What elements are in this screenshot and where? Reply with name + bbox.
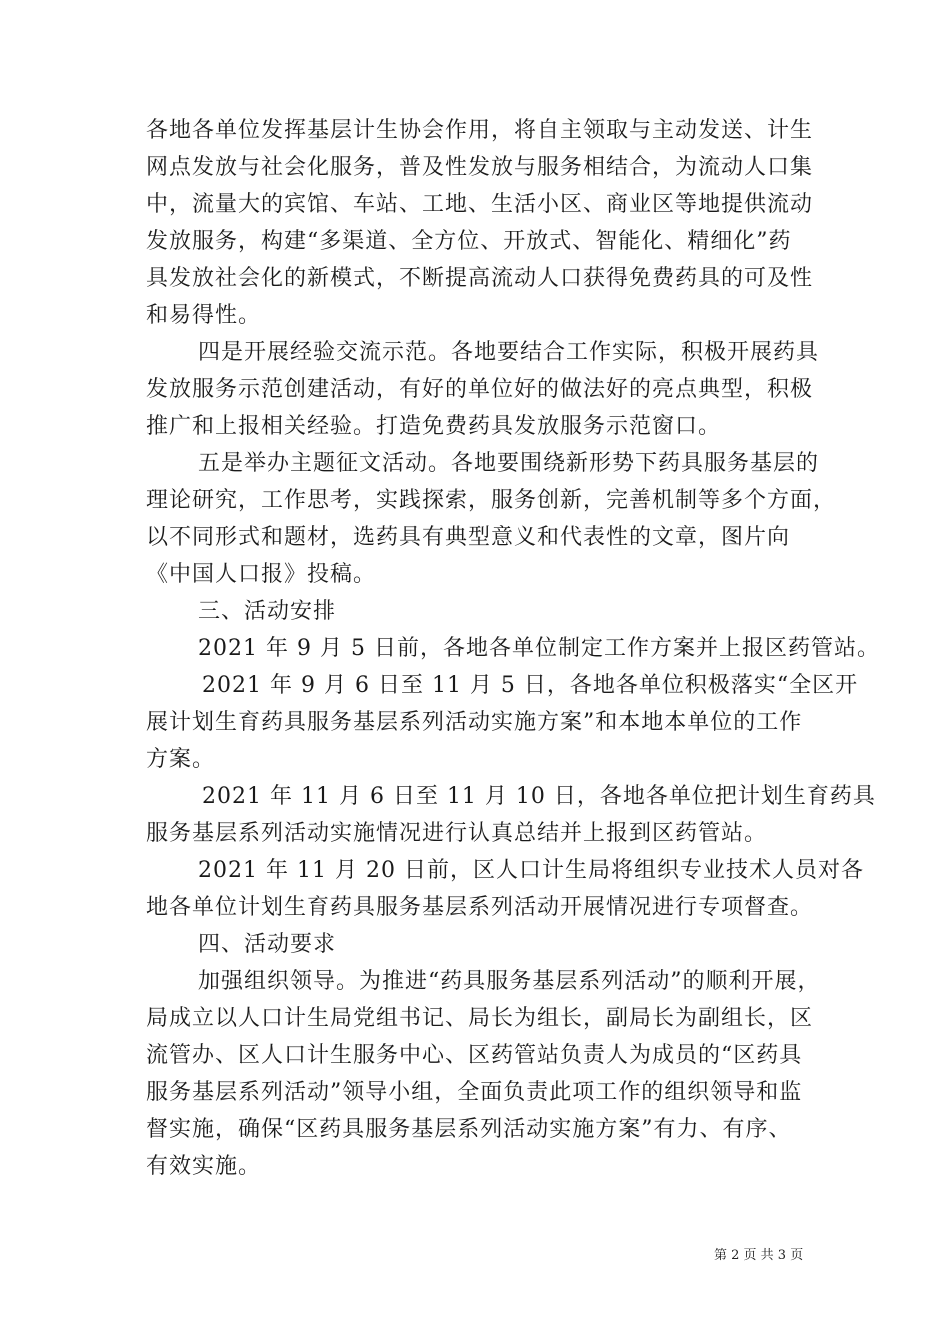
text-line: 理论研究，工作思考，实践探索，服务创新，完善机制等多个方面， <box>146 488 837 513</box>
text-line: 督实施，确保“区药具服务基层系列活动实施方案”有力、有序、 <box>146 1117 792 1142</box>
section-heading: 四、活动要求 <box>198 932 337 957</box>
section-heading-activity-schedule <box>146 593 810 630</box>
text-line: 网点发放与社会化服务，普及性发放与服务相结合，为流动人口集 <box>146 155 814 180</box>
text-line: 加强组织领导。为推进“药具服务基层系列活动”的顺利开展， <box>198 969 821 994</box>
paragraph-distribution-service <box>146 112 814 334</box>
text-line: 发放服务示范创建活动，有好的单位好的做法好的亮点典型，积极 <box>146 377 814 402</box>
text-line: 中，流量大的宾馆、车站、工地、生活小区、商业区等地提供流动 <box>146 192 814 217</box>
text-line: 2021 年 9 月 6 日至 11 月 5 日，各地各单位积极落实“全区开 <box>202 673 859 698</box>
text-line: 2021 年 9 月 5 日前，各地各单位制定工作方案并上报区药管站。 <box>198 636 880 661</box>
text-line: 以不同形式和题材，选药具有典型意义和代表性的文章，图片向 <box>146 525 791 550</box>
text-line: 各地各单位发挥基层计生协会作用，将自主领取与主动发送、计生 <box>146 118 814 143</box>
text-line: 推广和上报相关经验。打造免费药具发放服务示范窗口。 <box>146 414 722 439</box>
paragraph-schedule-sept-6 <box>146 667 859 778</box>
text-line: 有效实施。 <box>146 1154 262 1179</box>
text-line: 服务基层系列活动实施情况进行认真总结并上报到区药管站。 <box>146 821 768 846</box>
text-line: 五是举办主题征文活动。各地要围绕新形势下药具服务基层的 <box>198 451 820 476</box>
text-line: 《中国人口报》投稿。 <box>146 562 377 587</box>
paragraph-essay-activity <box>146 445 837 593</box>
text-line: 展计划生育药具服务基层系列活动实施方案”和本地本单位的工作 <box>146 710 803 735</box>
paragraph-schedule-nov-20 <box>146 852 864 926</box>
paragraph-experience-exchange <box>146 334 820 445</box>
paragraph-organization-leadership <box>146 963 821 1185</box>
text-line: 方案。 <box>146 747 216 772</box>
text-line: 2021 年 11 月 6 日至 11 月 10 日，各地各单位把计划生育药具 <box>202 784 876 809</box>
text-line: 和易得性。 <box>146 303 262 328</box>
page-number-footer: 第 2 页 共 3 页 <box>714 1248 804 1263</box>
text-line: 发放服务，构建“多渠道、全方位、开放式、智能化、精细化”药 <box>146 229 792 254</box>
text-line: 具发放社会化的新模式，不断提高流动人口获得免费药具的可及性 <box>146 266 814 291</box>
text-line: 地各单位计划生育药具服务基层系列活动开展情况进行专项督查。 <box>146 895 814 920</box>
section-heading-activity-requirements <box>146 926 810 963</box>
text-line: 2021 年 11 月 20 日前，区人口计生局将组织专业技术人员对各 <box>198 858 864 883</box>
text-line: 服务基层系列活动”领导小组，全面负责此项工作的组织领导和监 <box>146 1080 803 1105</box>
text-line: 四是开展经验交流示范。各地要结合工作实际，积极开展药具 <box>198 340 820 365</box>
text-line: 局成立以人口计生局党组书记、局长为组长，副局长为副组长，区 <box>146 1006 814 1031</box>
text-line: 流管办、区人口计生服务中心、区药管站负责人为成员的“区药具 <box>146 1043 803 1068</box>
document-body <box>146 112 880 1185</box>
paragraph-schedule-sept-5 <box>146 630 880 667</box>
paragraph-schedule-nov-6 <box>146 778 876 852</box>
section-heading: 三、活动安排 <box>198 599 337 624</box>
